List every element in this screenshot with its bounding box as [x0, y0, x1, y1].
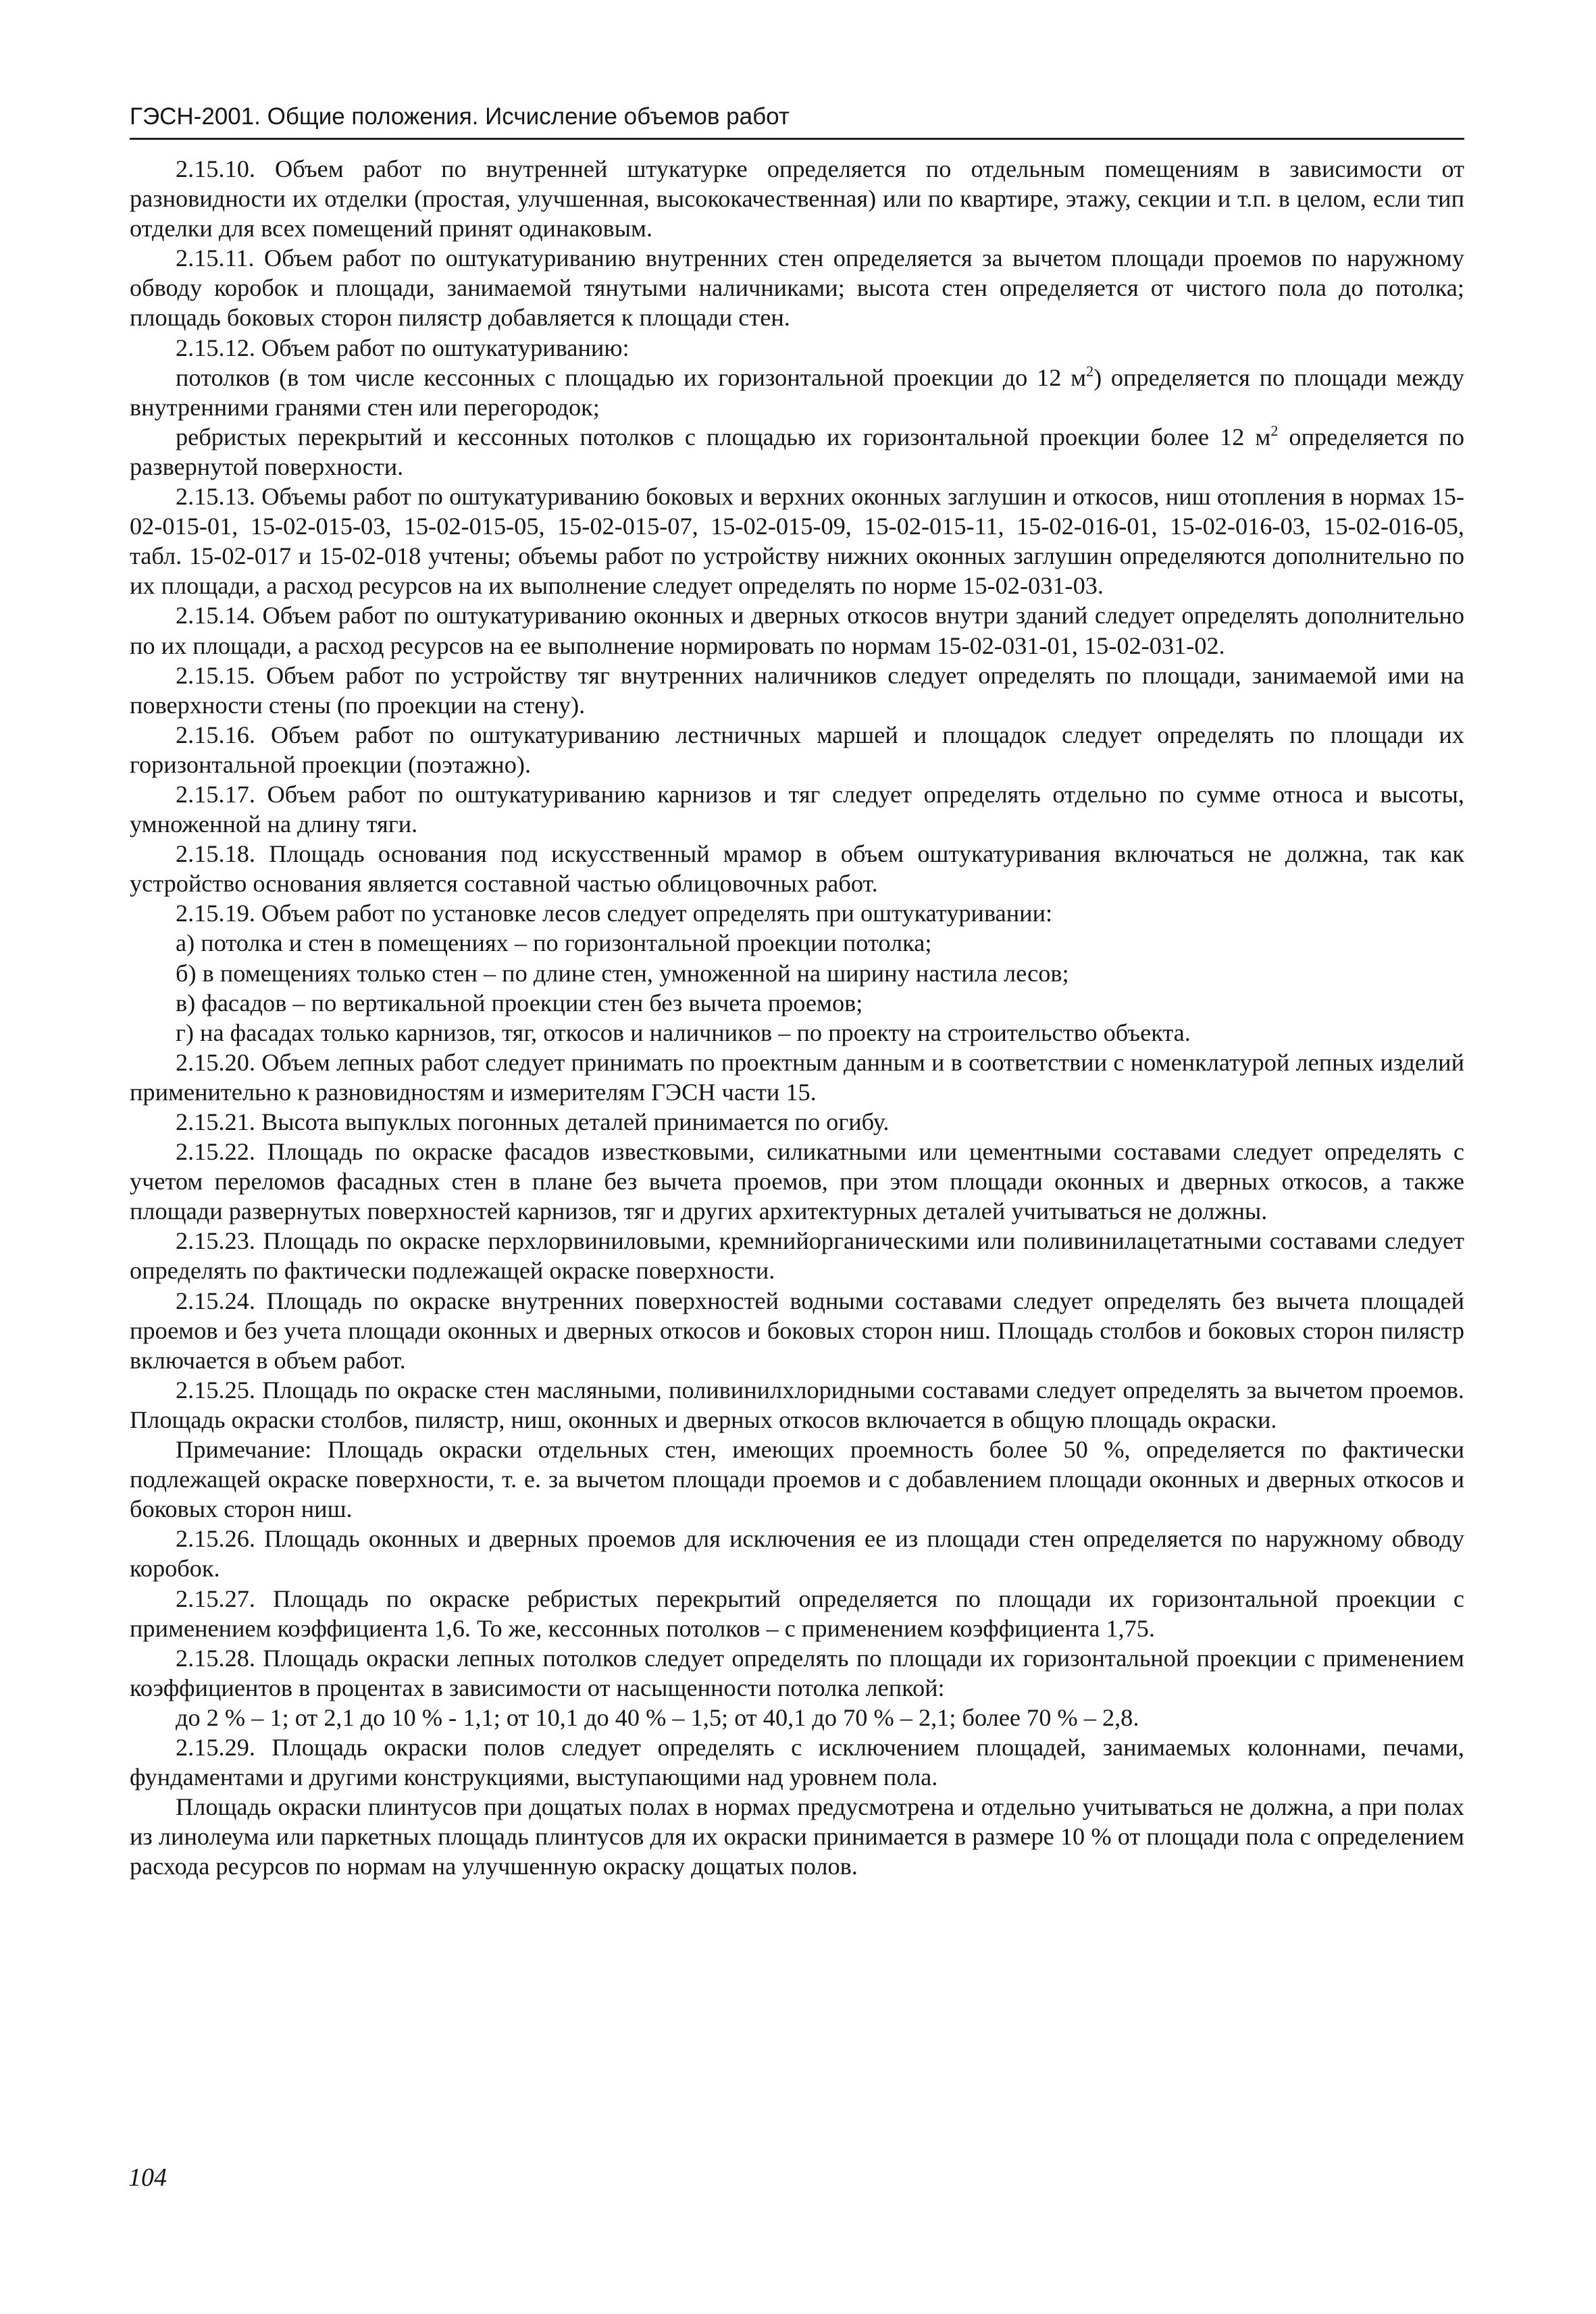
paragraph-2-15-20: 2.15.20. Объем лепных работ следует принимать по проектным данным и в соответствии с номенклатурой лепных изделий применительно к разновидностям и измерителям ГЭСН части 15. [130, 1048, 1464, 1106]
paragraph-2-15-27: 2.15.27. Площадь по окраске ребристых перекрытий определяется по площади их горизонтальной проекции с применением коэффициента 1,6. То же, кессонных потолков – с применением коэффициента 1,75. [130, 1585, 1464, 1642]
paragraph-2-15-12: 2.15.12. Объем работ по оштукатуриванию: [176, 334, 629, 361]
paragraph-2-15-17: 2.15.17. Объем работ по оштукатуриванию карнизов и тяг следует определять отдельно по сумме относа и высоты, умноженной на длину тяги. [130, 780, 1464, 838]
paragraph-ribbed-tail: определяется по развернутой поверхности. [130, 423, 1465, 480]
superscript-2: 2 [1270, 421, 1279, 439]
paragraph-2-15-21: 2.15.21. Высота выпуклых погонных деталей принимается по огибу. [176, 1108, 890, 1135]
paragraph-2-15-28: 2.15.28. Площадь окраски лепных потолков следует определять по площади их горизонтальной проекции с применением коэффициентов в процентах в зависимости от насыщенности потолка лепкой: [130, 1644, 1464, 1701]
paragraph-ceilings-text: потолков (в том числе кессонных с площадью их горизонтальной проекции до 12 м [176, 363, 1087, 391]
paragraph-ceilings [130, 363, 1464, 422]
paragraph-2-15-10: 2.15.10. Объем работ по внутренней штукатурке определяется по отдельным помещениям в зависимости от разновидности их отделки (простая, улучшенная, высококачественная) или по квартире, этажу, секции и т.п. в целом, если тип отделки для всех помещений принят одинаковым. [130, 155, 1464, 242]
paragraph-2-15-13: 2.15.13. Объемы работ по оштукатуриванию боковых и верхних оконных заглушин и откосов, ниш отопления в нормах 15-02-015-01, 15-02-015-03, 15-02-015-05, 15-02-015-07, 15-02-015-09, 15-02-015-11, 15-02-016-01, 15-02-016-03, 15-02-016-05, табл. 15-02-017 и 15-02-018 учтены; объемы работ по устройству нижних оконных заглушин определяются дополнительно по их площади, а расход ресурсов на их выполнение следует определять по норме 15-02-031-03. [130, 483, 1464, 600]
list-item-v: в) фасадов – по вертикальной проекции стен без вычета проемов; [176, 989, 863, 1017]
header-rule [130, 138, 1464, 140]
paragraph-2-15-18: 2.15.18. Площадь основания под искусственный мрамор в объем оштукатуривания включаться не должна, так как устройство основания является составной частью облицовочных работ. [130, 840, 1464, 898]
list-item-a: а) потолка и стен в помещениях – по горизонтальной проекции потолка; [176, 929, 932, 957]
paragraph-2-15-26: 2.15.26. Площадь оконных и дверных проемов для исключения ее из площади стен определяется по наружному обводу коробок. [130, 1525, 1464, 1583]
paragraph-2-15-23: 2.15.23. Площадь по окраске перхлорвиниловыми, кремнийорганическими или поливинилацетатными составами следует определять по фактически подлежащей окраске поверхности. [130, 1227, 1464, 1285]
paragraph-2-15-24: 2.15.24. Площадь по окраске внутренних поверхностей водными составами следует определять без вычета площадей проемов и без учета площади оконных и дверных откосов и боковых сторон ниш. Площадь столбов и боковых сторон пилястр включается в объем работ. [130, 1287, 1464, 1374]
paragraph-2-15-19: 2.15.19. Объем работ по установке лесов следует определять при оштукатуривании: [176, 900, 1053, 927]
paragraph-ribbed-text: ребристых перекрытий и кессонных потолков с площадью их горизонтальной проекции более 12 м [176, 423, 1271, 451]
paragraph-2-15-11: 2.15.11. Объем работ по оштукатуриванию внутренних стен определяется за вычетом площади проемов по наружному обводу коробок и площади, занимаемой тянутыми наличниками; высота стен определяется от чистого пола до потолка; площадь боковых сторон пилястр добавляется к площади стен. [130, 245, 1464, 332]
paragraph-ribbed-floors [130, 422, 1464, 482]
list-item-b: б) в помещениях только стен – по длине стен, умноженной на ширину настила лесов; [176, 959, 1069, 987]
list-item-g: г) на фасадах только карнизов, тяг, откосов и наличников – по проекту на строительство объекта. [176, 1019, 1191, 1046]
paragraph-2-15-15: 2.15.15. Объем работ по устройству тяг внутренних наличников следует определять по площади, занимаемой ими на поверхности стены (по проекции на стену). [130, 661, 1464, 719]
paragraph-2-15-16: 2.15.16. Объем работ по оштукатуриванию лестничных маршей и площадок следует определять по площади их горизонтальной проекции (поэтажно). [130, 721, 1464, 778]
coefficient-list: до 2 % – 1; от 2,1 до 10 % - 1,1; от 10,1 до 40 % – 1,5; от 40,1 до 70 % – 2,1; более 70 % – 2,8. [176, 1703, 1139, 1731]
running-header: ГЭСН-2001. Общие положения. Исчисление объемов работ [130, 103, 790, 130]
paragraph-skirting: Площадь окраски плинтусов при дощатых полах в нормах предусмотрена и отдельно учитываться не должна, а при полах из линолеума или паркетных площадь плинтусов для их окраски принимается в размере 10 % от площади пола с определением расхода ресурсов по нормам на улучшенную окраску дощатых полов. [130, 1793, 1464, 1880]
paragraph-2-15-25: 2.15.25. Площадь по окраске стен масляными, поливинилхлоридными составами следует определять за вычетом проемов. Площадь окраски столбов, пилястр, ниш, оконных и дверных откосов включается в общую площадь окраски. [130, 1376, 1464, 1433]
note-paragraph: Примечание: Площадь окраски отдельных стен, имеющих проемность более 50 %, определяется по фактически подлежащей окраске поверхности, т. е. за вычетом площади проемов и с добавлением площади оконных и дверных откосов и боковых сторон ниш. [130, 1436, 1464, 1523]
document-body [130, 154, 1464, 1881]
paragraph-2-15-14: 2.15.14. Объем работ по оштукатуриванию оконных и дверных откосов внутри зданий следует определять дополнительно по их площади, а расход ресурсов на ее выполнение нормировать по нормам 15-02-031-01, 15-02-031-02. [130, 602, 1464, 659]
paragraph-2-15-22: 2.15.22. Площадь по окраске фасадов известковыми, силикатными или цементными составами следует определять с учетом переломов фасадных стен в плане без вычета проемов, при этом площади оконных и дверных откосов, а также площади развернутых поверхностей карнизов, тяг и других архитектурных деталей учитываться не должны. [130, 1138, 1464, 1225]
superscript-2: 2 [1086, 362, 1094, 380]
paragraph-ceilings-tail: ) определяется по площади между внутренними гранями стен или перегородок; [130, 363, 1465, 421]
paragraph-2-15-29: 2.15.29. Площадь окраски полов следует определять с исключением площадей, занимаемых колоннами, печами, фундаментами и другими конструкциями, выступающими над уровнем пола. [130, 1733, 1464, 1791]
page-number: 104 [128, 2163, 167, 2192]
